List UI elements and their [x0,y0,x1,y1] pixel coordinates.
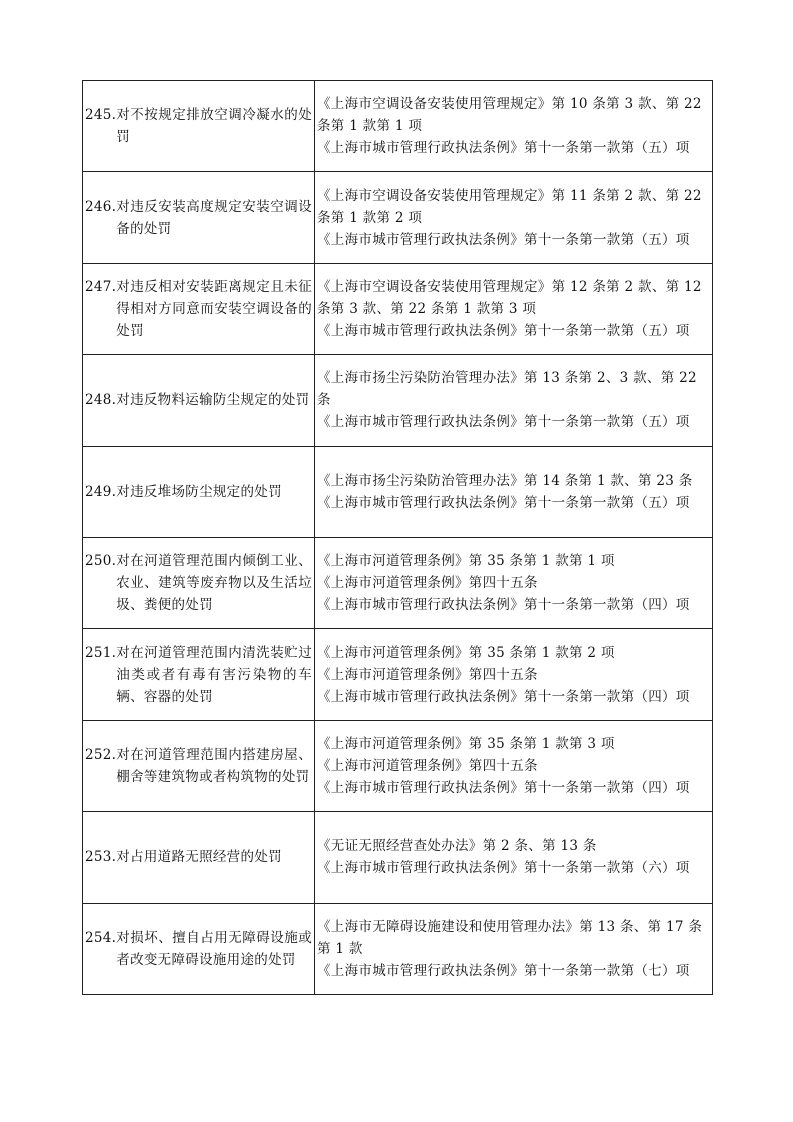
item-number: 247. [85,278,117,295]
basis-cell [315,537,713,628]
penalty-table [82,80,713,995]
basis-line: 《上海市空调设备安装使用管理规定》第 11 条第 2 款、第 22 条第 1 款第 2 项 [317,187,702,226]
item-name: 对违反相对安装距离规定且未征得相对方同意而安装空调设备的处罚 [116,278,312,339]
item-name: 对占用道路无照经营的处罚 [116,849,282,866]
basis-line: 《上海市空调设备安装使用管理规定》第 12 条第 2 款、第 12 条第 3 款、第 22 条第 1 款第 3 项 [317,278,702,317]
basis-line: 《上海市扬尘污染防治管理办法》第 13 条第 2、3 款、第 22 条 [317,370,697,409]
basis-line: 《上海市城市管理行政执法条例》第十一条第一款第（五）项 [317,322,690,339]
item-name: 对违反安装高度规定安装空调设备的处罚 [116,198,312,237]
item-cell [83,537,315,628]
item-number: 250. [85,553,117,570]
basis-line: 《上海市河道管理条例》第 35 条第 1 款第 3 项 [317,735,615,752]
table-row [83,172,713,263]
item-number: 251. [85,644,117,661]
basis-cell [315,812,713,903]
item-cell [83,629,315,720]
item-cell [83,81,315,172]
table-row [83,355,713,446]
item-number: 249. [85,483,117,500]
basis-line: 《上海市城市管理行政执法条例》第十一条第一款第（四）项 [317,779,690,796]
basis-line: 《上海市河道管理条例》第 35 条第 1 款第 1 项 [317,553,615,570]
item-name: 对损坏、擅自占用无障碍设施或者改变无障碍设施用途的处罚 [116,929,312,968]
basis-line: 《上海市城市管理行政执法条例》第十一条第一款第（六）项 [317,860,690,877]
item-cell [83,446,315,537]
basis-line: 《上海市城市管理行政执法条例》第十一条第一款第（五）项 [317,414,690,431]
basis-line: 《上海市城市管理行政执法条例》第十一条第一款第（五）项 [317,140,690,157]
table-row [83,446,713,537]
table-body [83,81,713,995]
basis-line: 《上海市河道管理条例》第四十五条 [317,666,538,683]
item-number: 253. [85,849,117,866]
basis-line: 《上海市河道管理条例》第 35 条第 1 款第 2 项 [317,644,615,661]
item-name: 对在河道管理范围内倾倒工业、农业、建筑等废弃物以及生活垃圾、粪便的处罚 [116,553,312,614]
item-number: 245. [85,107,117,124]
table-row [83,81,713,172]
item-name: 对违反物料运输防尘规定的处罚 [116,392,310,409]
basis-line: 《上海市城市管理行政执法条例》第十一条第一款第（七）项 [317,962,690,979]
basis-line: 《上海市河道管理条例》第四十五条 [317,575,538,592]
table-row [83,720,713,811]
item-cell [83,172,315,263]
basis-cell [315,172,713,263]
item-name: 对违反堆场防尘规定的处罚 [116,483,282,500]
basis-line: 《上海市城市管理行政执法条例》第十一条第一款第（五）项 [317,231,690,248]
basis-line: 《上海市城市管理行政执法条例》第十一条第一款第（四）项 [317,688,690,705]
item-name: 对不按规定排放空调冷凝水的处罚 [116,107,312,146]
basis-line: 《无证无照经营查处办法》第 2 条、第 13 条 [317,838,597,855]
basis-line: 《上海市无障碍设施建设和使用管理办法》第 13 条、第 17 条第 1 款 [317,918,703,957]
table-row [83,629,713,720]
item-name: 对在河道管理范围内清洗装贮过油类或者有毒有害污染物的车辆、容器的处罚 [116,644,312,705]
item-cell [83,720,315,811]
item-cell [83,903,315,994]
basis-cell [315,629,713,720]
item-number: 248. [85,392,117,409]
table-row [83,263,713,354]
basis-cell [315,720,713,811]
item-cell [83,263,315,354]
basis-line: 《上海市城市管理行政执法条例》第十一条第一款第（五）项 [317,494,690,511]
basis-cell [315,903,713,994]
basis-line: 《上海市河道管理条例》第四十五条 [317,757,538,774]
basis-cell [315,263,713,354]
item-name: 对在河道管理范围内搭建房屋、棚舍等建筑物或者构筑物的处罚 [116,746,312,785]
item-number: 252. [85,746,117,763]
table-row [83,903,713,994]
basis-line: 《上海市空调设备安装使用管理规定》第 10 条第 3 款、第 22 条第 1 款第 1 项 [317,96,702,135]
basis-cell [315,446,713,537]
item-cell [83,812,315,903]
basis-cell [315,81,713,172]
item-number: 254. [85,929,117,946]
basis-cell [315,355,713,446]
table-row [83,812,713,903]
basis-line: 《上海市城市管理行政执法条例》第十一条第一款第（四）项 [317,597,690,614]
table-row [83,537,713,628]
basis-line: 《上海市扬尘污染防治管理办法》第 14 条第 1 款、第 23 条 [317,472,693,489]
item-number: 246. [85,198,117,215]
item-cell [83,355,315,446]
